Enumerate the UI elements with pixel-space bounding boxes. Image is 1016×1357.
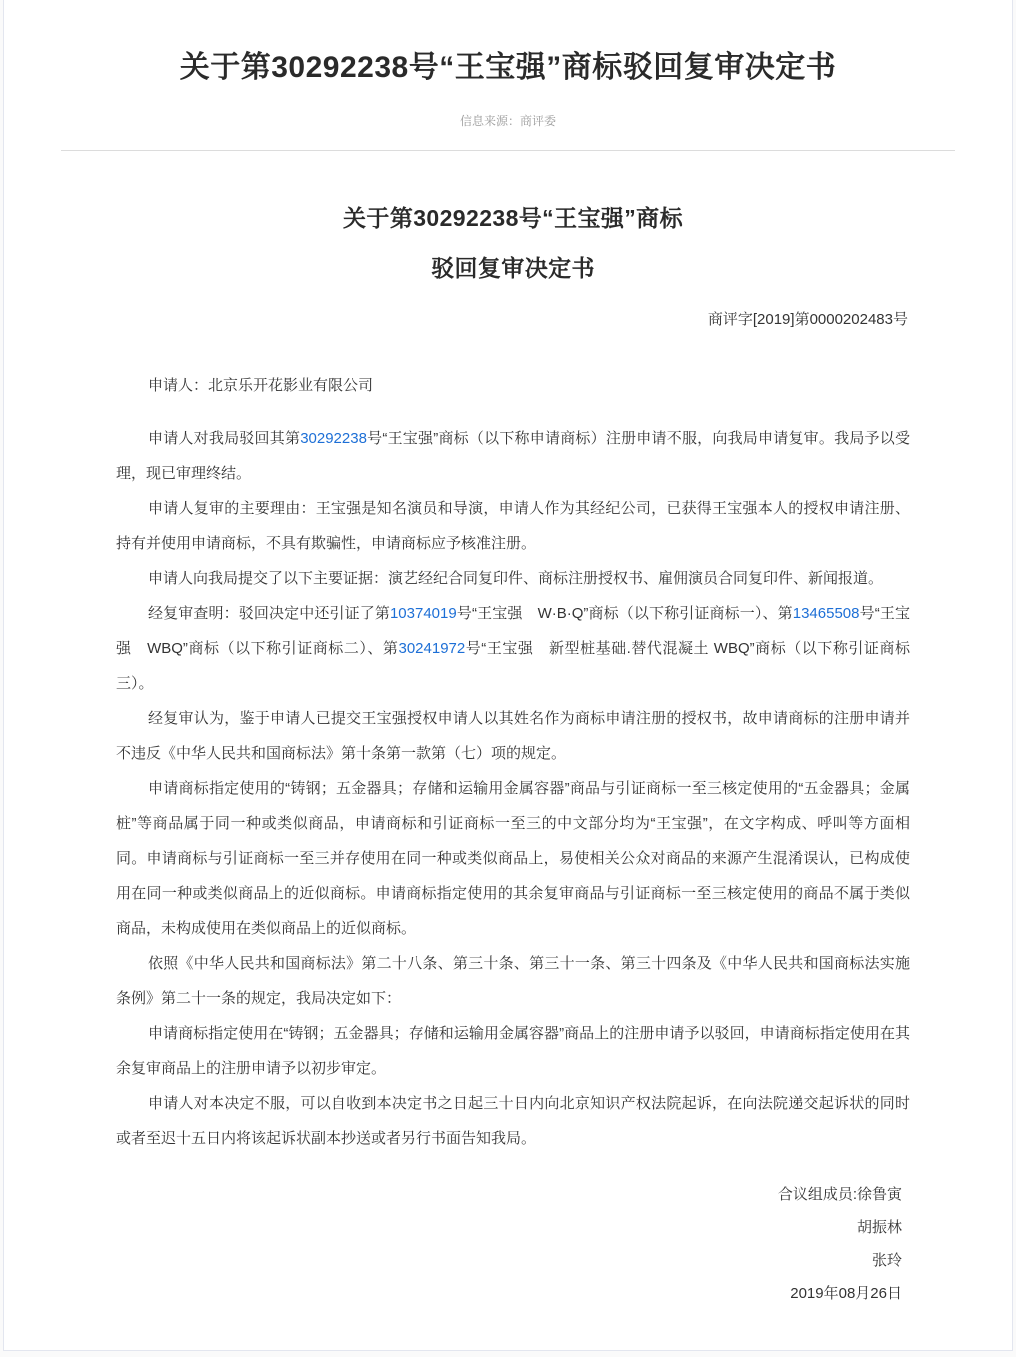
paragraph-appeal-intro-text-b: 号“王宝强”商标（以下称申请商标）注册申请不服，向我局申请复审。我局予以受理，现已审理终结。 xyxy=(116,430,910,482)
paragraph-appeal-reasons: 申请人复审的主要理由：王宝强是知名演员和导演，申请人作为其经纪公司，已获得王宝强本人的授权申请注册、持有并使用申请商标，不具有欺骗性，申请商标应予核准注册。 xyxy=(116,500,910,552)
paragraph-decision-outcome: 申请商标指定使用在“铸钢；五金器具；存储和运输用金属容器”商品上的注册申请予以驳回，申请商标指定使用在其余复审商品上的注册申请予以初步审定。 xyxy=(116,1025,910,1077)
decision-heading xyxy=(116,193,910,293)
paragraph-finding-authorization: 经复审认为，鉴于申请人已提交王宝强授权申请人以其姓名作为商标申请注册的授权书，故申请商标的注册申请并不违反《中华人民共和国商标法》第十条第一款第（七）项的规定。 xyxy=(116,710,910,762)
paragraph-cited-marks-text-c: 号“王宝强 WBQ”商标（以下称引证商标二）、第 xyxy=(116,605,910,657)
information-source: 信息来源：商评委 xyxy=(459,114,556,128)
cited-trademark-3-number-link[interactable]: 30241972 xyxy=(398,640,466,657)
document-page-card xyxy=(3,0,1013,1351)
paragraph-appeal-intro xyxy=(116,421,910,491)
paragraph-evidence-submitted: 申请人向我局提交了以下主要证据：演艺经纪合同复印件、商标注册授权书、雇佣演员合同复印件、新闻报道。 xyxy=(148,570,884,587)
paragraph-cited-marks-text-d: 号“王宝强 新型桩基础.替代混凝土 WBQ”商标（以下称引证商标三）。 xyxy=(116,640,910,692)
panel-member-3: 张玲 xyxy=(871,1252,902,1269)
decision-date: 2019年08月26日 xyxy=(790,1285,902,1302)
panel-member-1: 合议组成员:徐鲁寅 xyxy=(777,1186,902,1203)
cited-trademark-1-number-link[interactable]: 10374019 xyxy=(389,605,457,622)
applied-trademark-number-link[interactable]: 30292238 xyxy=(300,430,367,447)
paragraph-appeal-rights: 申请人对本决定不服，可以自收到本决定书之日起三十日内向北京知识产权法院起诉，在向法院递交起诉状的同时或者至迟十五日内将该起诉状副本抄送或者另行书面告知我局。 xyxy=(116,1095,910,1147)
paragraph-similarity-analysis: 申请商标指定使用的“铸钢；五金器具；存储和运输用金属容器”商品与引证商标一至三核定使用的“五金器具；金属桩”等商品属于同一种或类似商品，申请商标和引证商标一至三的中文部分均为“王宝强”，在文字构成、呼叫等方面相同。申请商标与引证商标一至三并存使用在同一种或类似商品上，易使相关公众对商品的来源产生混淆误认，已构成使用在同一种或类似商品上的近似商标。申请商标指定使用的其余复审商品与引证商标一至三核定使用的商品不属于类似商品，未构成使用在类似商品上的近似商标。 xyxy=(116,780,910,937)
panel-member-2: 胡振林 xyxy=(856,1219,902,1236)
cited-trademark-2-number-link[interactable]: 13465508 xyxy=(792,605,860,622)
paragraph-cited-marks-text-b: 号“王宝强 W·B·Q”商标（以下称引证商标一）、第 xyxy=(456,605,793,622)
bottom-spacer xyxy=(116,1310,910,1350)
paragraph-cited-marks xyxy=(116,596,910,701)
page-title: 关于第30292238号“王宝强”商标驳回复审决定书 xyxy=(179,51,837,84)
document-body xyxy=(4,151,1012,1350)
page-header xyxy=(4,0,1012,130)
paragraph-cited-marks-text-a: 经复审查明：驳回决定中还引证了第 xyxy=(148,605,390,622)
paragraph-legal-basis: 依照《中华人民共和国商标法》第二十八条、第三十条、第三十一条、第三十四条及《中华人民共和国商标法实施条例》第二十一条的规定，我局决定如下： xyxy=(116,955,910,1007)
paragraph-appeal-intro-text-a: 申请人对我局驳回其第 xyxy=(148,430,301,447)
decision-heading-line-1: 关于第30292238号“王宝强”商标 xyxy=(343,205,683,231)
applicant-line: 申请人：北京乐开花影业有限公司 xyxy=(148,377,374,394)
decision-document-number: 商评字[2019]第0000202483号 xyxy=(707,311,908,328)
signature-block xyxy=(116,1178,910,1310)
decision-heading-line-2: 驳回复审决定书 xyxy=(431,255,595,281)
